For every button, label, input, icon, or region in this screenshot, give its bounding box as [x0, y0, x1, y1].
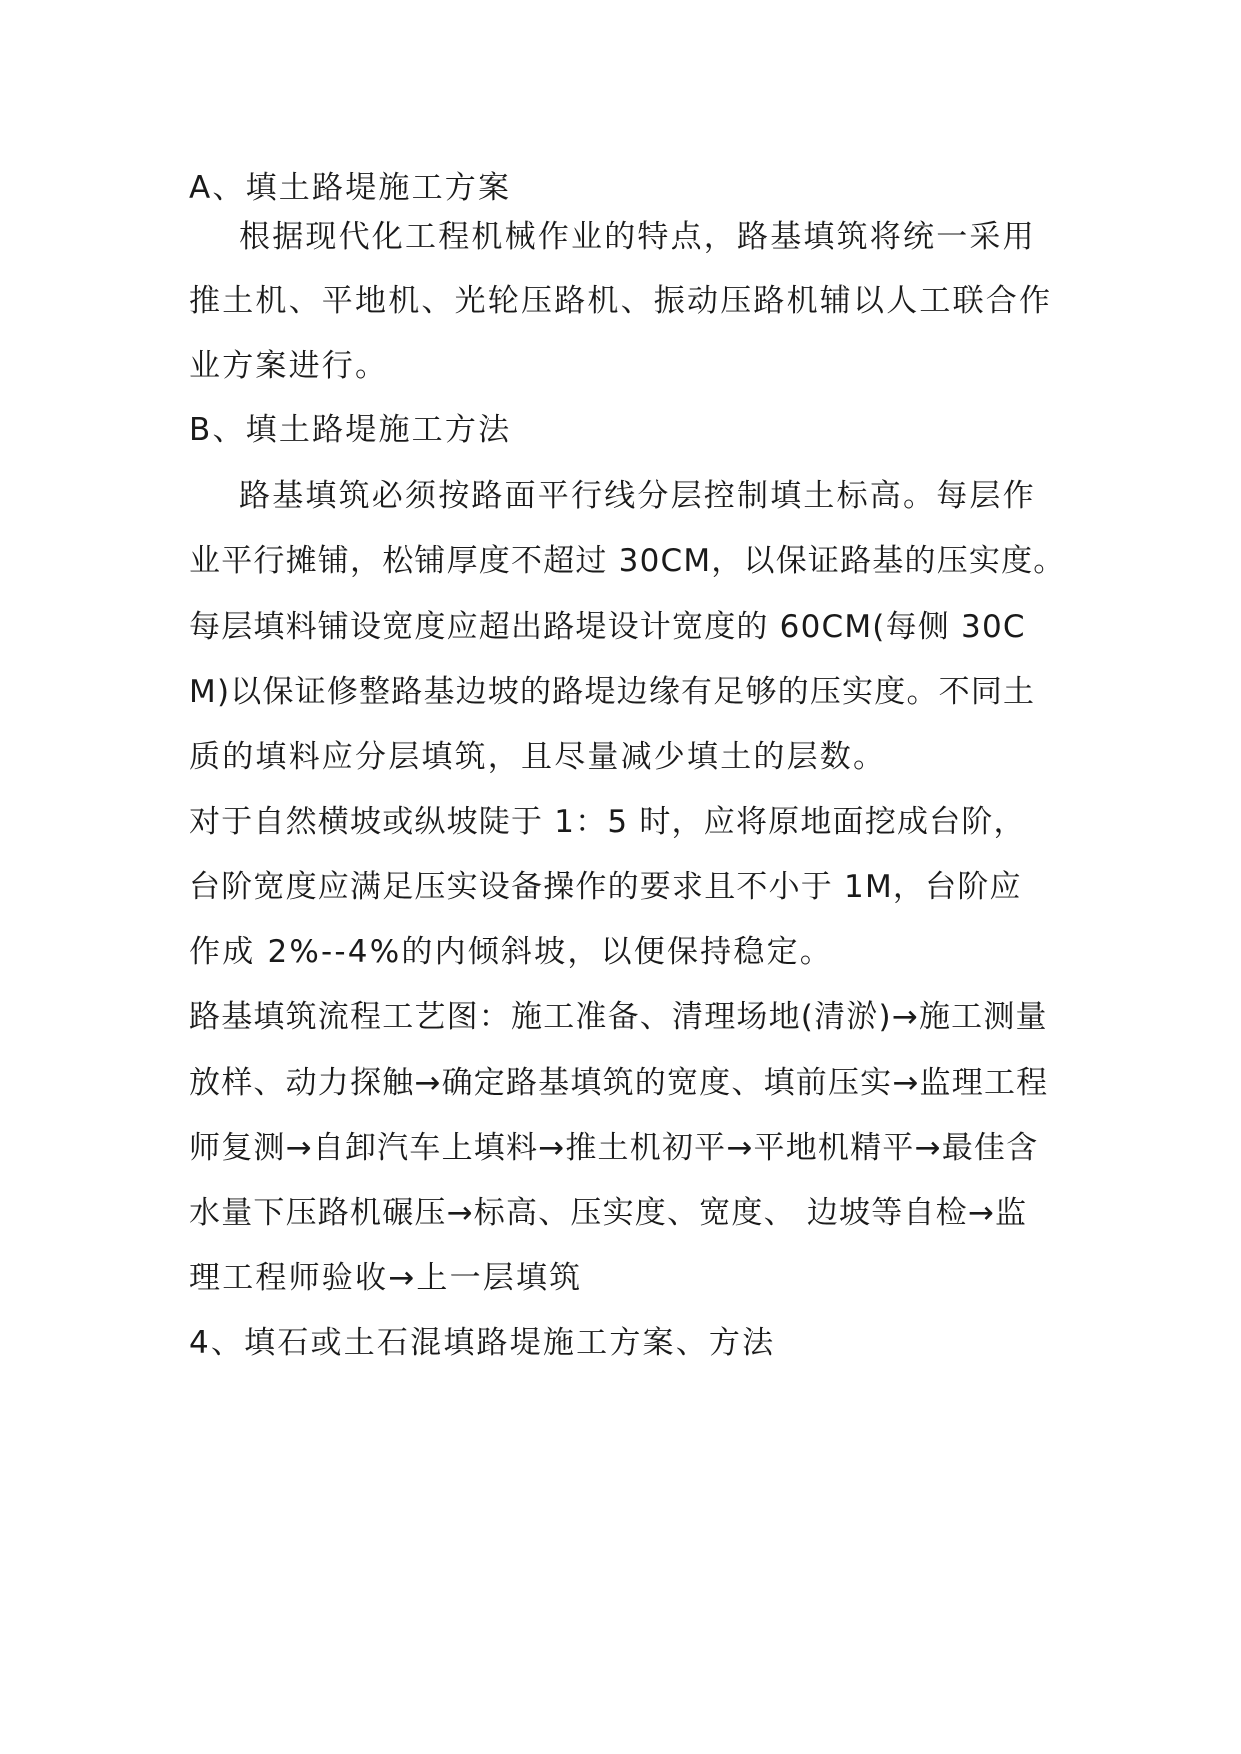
paragraph-line: 推土机、平地机、光轮压路机、振动压路机辅以人工联合作 — [189, 283, 1053, 319]
paragraph-line: 作成 2%--4%的内倾斜坡，以便保持稳定。 — [189, 934, 833, 970]
paragraph-line: 水量下压路机碾压→标高、压实度、宽度、 边坡等自检→监 — [189, 1195, 1028, 1231]
heading-b: B、填土路堤施工方法 — [189, 412, 512, 448]
paragraph-line: 路基填筑流程工艺图：施工准备、清理场地(清淤)→施工测量 — [189, 999, 1048, 1035]
paragraph-line: 台阶宽度应满足压实设备操作的要求且不小于 1M，台阶应 — [189, 869, 1022, 905]
paragraph-line: 师复测→自卸汽车上填料→推土机初平→平地机精平→最佳含 — [189, 1130, 1039, 1166]
paragraph-line: 放样、动力探触→确定路基填筑的宽度、填前压实→监理工程 — [189, 1065, 1049, 1101]
heading-4: 4、填石或土石混填路堤施工方案、方法 — [189, 1325, 776, 1361]
paragraph-line: 理工程师验收→上一层填筑 — [189, 1260, 583, 1296]
paragraph-line: 质的填料应分层填筑，且尽量减少填土的层数。 — [189, 739, 887, 775]
paragraph-line: 对于自然横坡或纵坡陡于 1：5 时，应将原地面挖成台阶， — [189, 804, 1026, 840]
paragraph-line: 根据现代化工程机械作业的特点，路基填筑将统一采用 — [239, 219, 1036, 255]
paragraph-line: 每层填料铺设宽度应超出路堤设计宽度的 60CM(每侧 30C — [189, 609, 1026, 645]
paragraph-line: 业平行摊铺，松铺厚度不超过 30CM，以保证路基的压实度。 — [189, 543, 1066, 579]
paragraph-line: M)以保证修整路基边坡的路堤边缘有足够的压实度。不同土 — [189, 674, 1036, 710]
paragraph-line: 业方案进行。 — [189, 348, 389, 384]
heading-a: A、填土路堤施工方案 — [189, 170, 512, 206]
paragraph-line: 路基填筑必须按路面平行线分层控制填土标高。每层作 — [239, 478, 1036, 514]
